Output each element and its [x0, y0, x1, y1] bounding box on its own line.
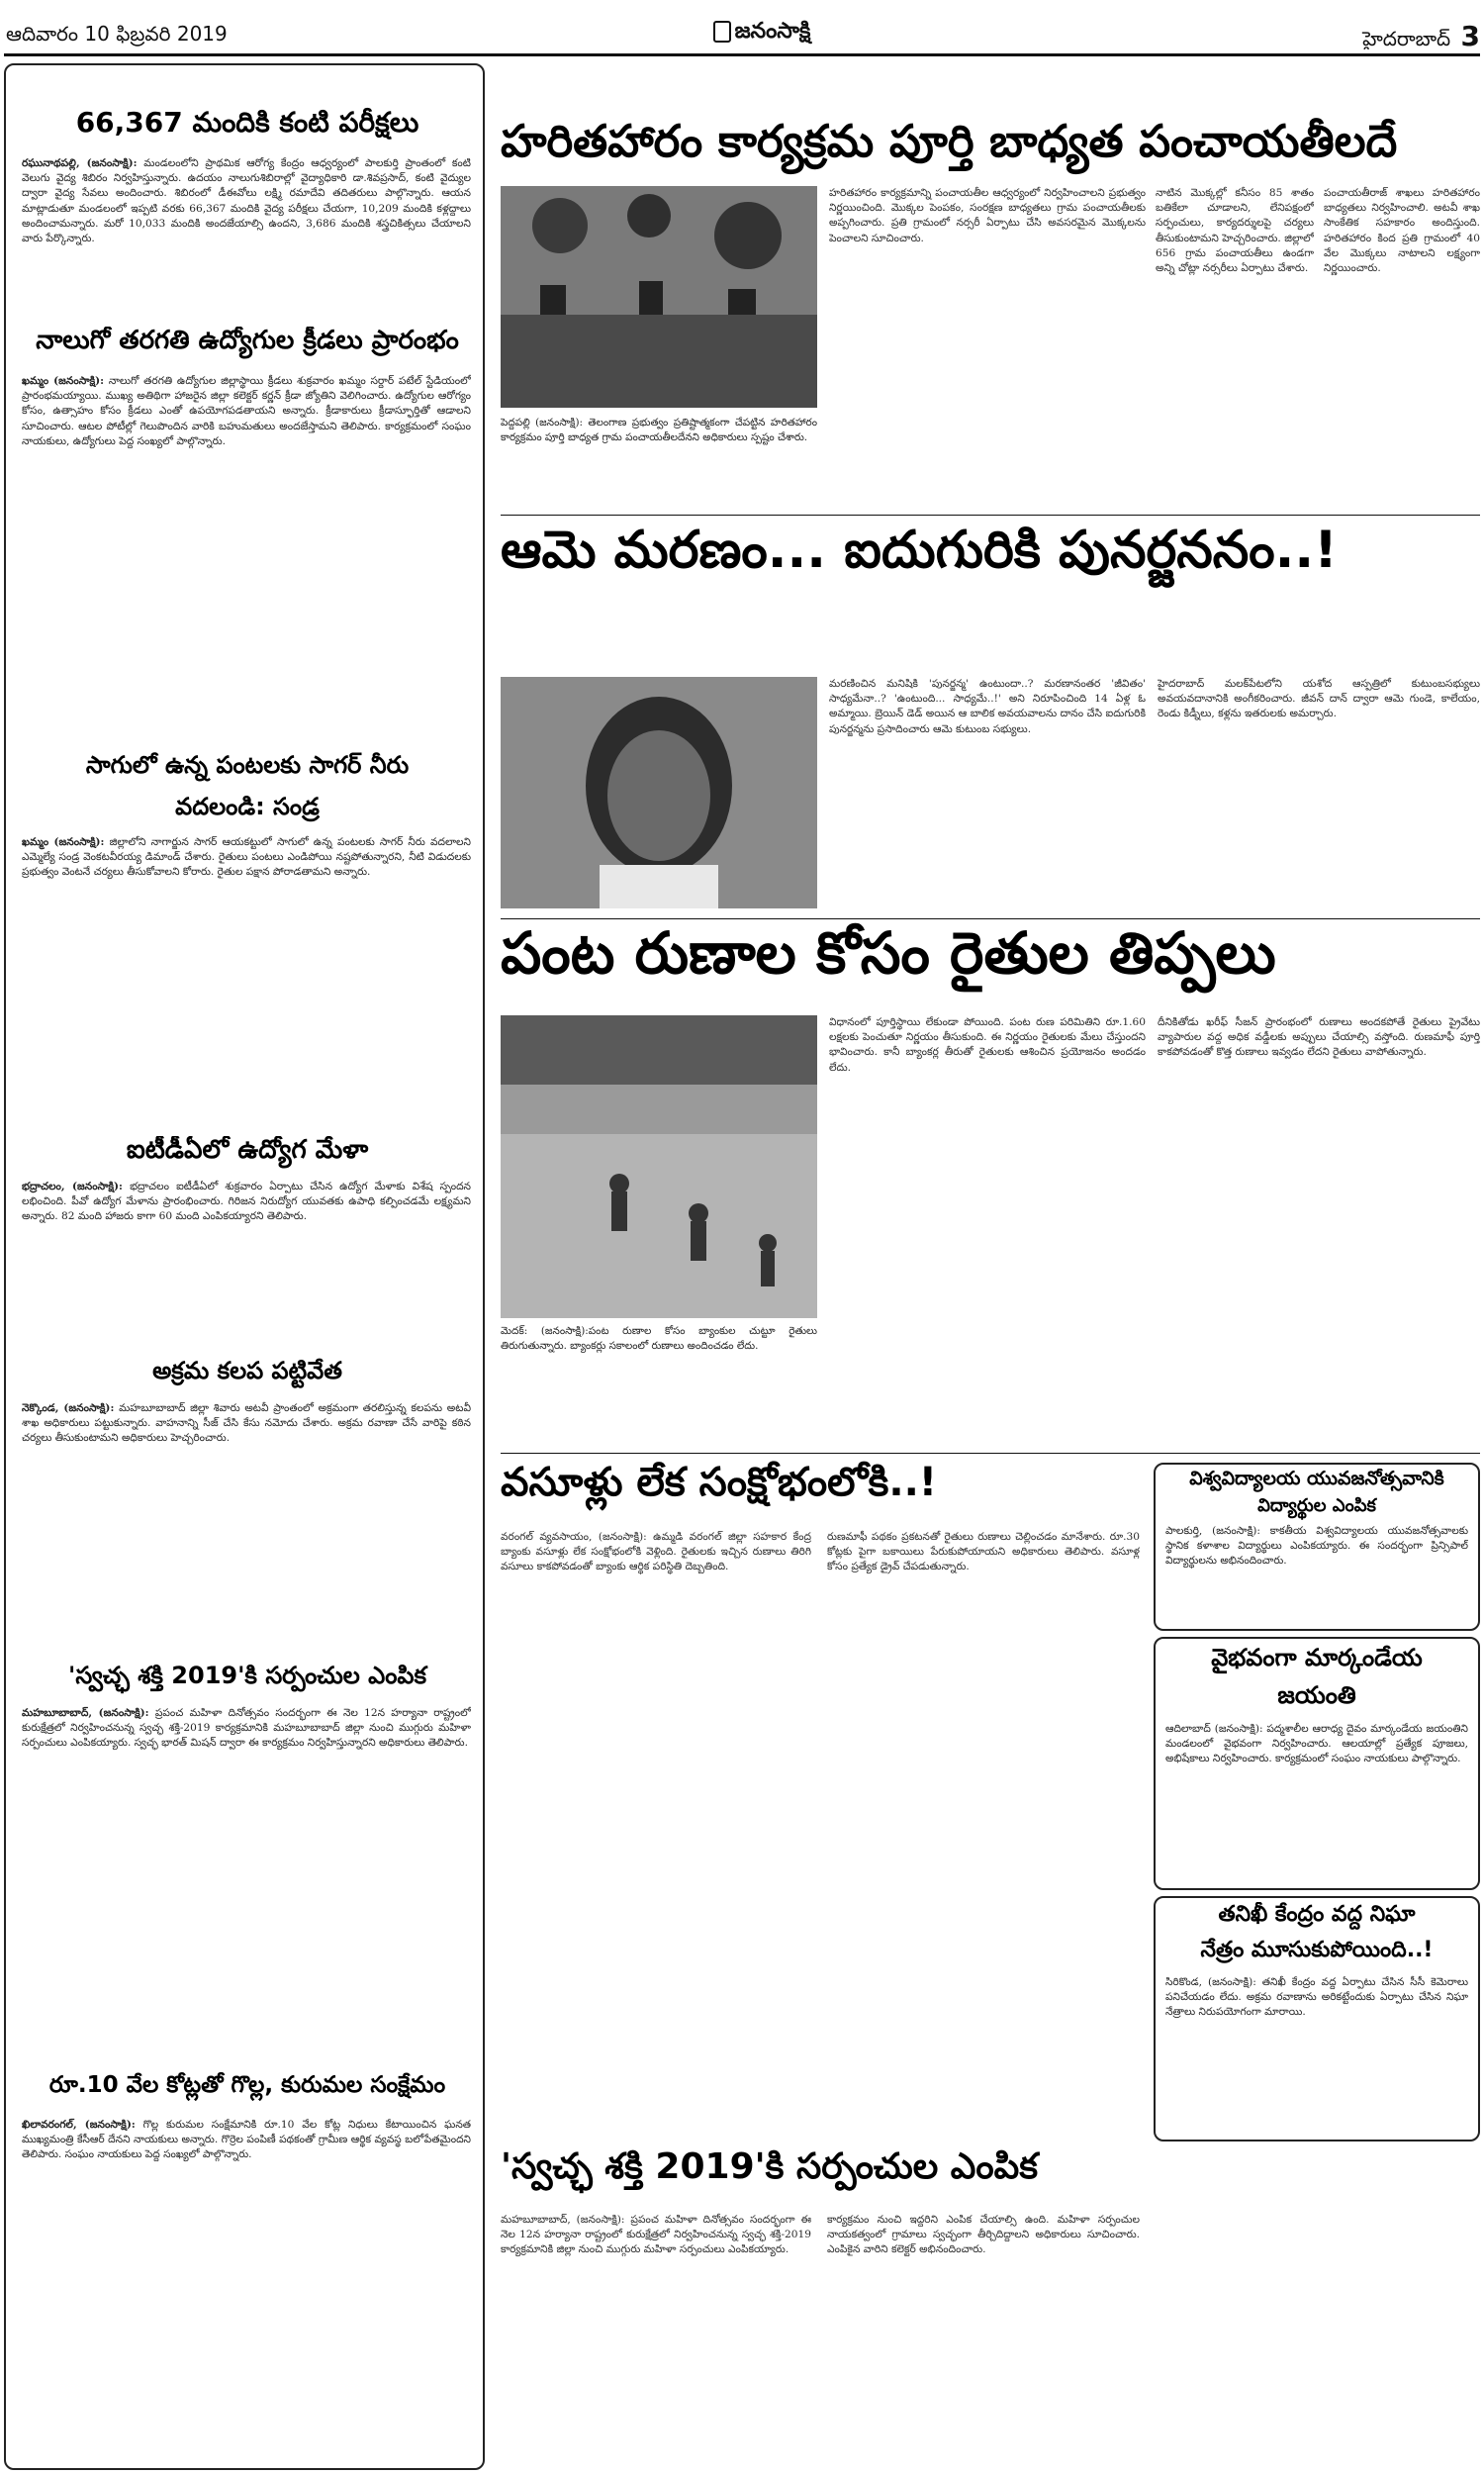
crop-loans-col-2: దీనికితోడు ఖరీఫ్ సీజన్ ప్రారంభంలో రుణాలు అందకపోతే రైతులు ప్రైవేటు వ్యాపారుల వద్ద అధిక వడ్డీలకు అప్పులు చేయాల్సి వస్తోంది. రుణమాఫీ పూర్తి కాకపోవడంతో కొత్త రుణాలు ఇవ్వడం లేదని రైతులు వాపోతున్నారు.	[1158, 1016, 1480, 1059]
headline-youth-fest-2: విద్యార్థుల ఎంపిక	[1257, 1496, 1376, 1516]
page-number: 3	[1460, 20, 1480, 49]
article-checkpost: సిరికొండ, (జనంసాక్షి): తనిఖీ కేంద్రం వద్ద ఏర్పాటు చేసిన సీసీ కెమెరాలు పనిచేయడం లేదు. అక్రమ రవాణాను అరికట్టేందుకు ఏర్పాటు చేసిన నిఘా నేత్రాలు నిరుపయోగంగా మారాయి.	[1165, 1976, 1468, 2019]
haritaharam-col-3: పంచాయతీరాజ్ శాఖలు హరితహారం బాధ్యతలు నిర్వహించాలి. అటవీ శాఖ సాంకేతిక సహకారం అందిస్తుంది. హరితహారం కింద ప్రతి గ్రామంలో 40 వేల మొక్కలు నాటాలని లక్ష్యంగా నిర్ణయించారు.	[1324, 187, 1480, 275]
article-youth-fest: పాలకుర్తి, (జనంసాక్షి): కాకతీయ విశ్వవిద్యాలయ యువజనోత్సవాలకు స్థానిక కళాశాల విద్యార్థులు ఎంపికయ్యారు. ఈ సందర్భంగా ప్రిన్సిపాల్ విద్యార్థులను అభినందించారు.	[1165, 1525, 1468, 1568]
crop-loans-photo	[501, 1015, 817, 1318]
headline-swachh-shakti-left: 'స్వచ్ఛ శక్తి 2019'కి సర్పంచుల ఎంపిక	[68, 1663, 426, 1689]
haritaharam-col-2: నాటిన మొక్కల్లో కనీసం 85 శాతం బతికేలా చూడాలని, లేనిపక్షంలో సర్పంచులు, కార్యదర్శులపై చర్యలు తీసుకుంటామని హెచ్చరించారు. జిల్లాలో 656 గ్రామ పంచాయతీలు ఉండగా అన్ని చోట్లా నర్సరీలు ఏర్పాటు చేశారు.	[1156, 187, 1314, 275]
article-body: భద్రాచలం ఐటీడీఏలో శుక్రవారం ఏర్పాటు చేసిన ఉద్యోగ మేళాకు విశేష స్పందన లభించింది. పీవో ఉద్యోగ మేళాను ప్రారంభించారు. గిరిజన నిరుద్యోగ యువతకు ఉపాధి కల్పించడమే లక్ష్యమని అన్నారు. 82 మంది హాజరు కాగా 60 మంది ఎంపికయ్యారని తెలిపారు.	[22, 1181, 471, 1223]
headline-sagar-neeru-2: వదలండి: సండ్ర	[175, 794, 320, 820]
article-job-mela	[22, 1180, 471, 1348]
organ-donation-col-1: మరణించిన మనిషికి 'పునర్జన్మ' ఉంటుందా..? మరణానంతర 'జీవితం' సాధ్యమేనా..? 'ఉంటుంది... సాధ్యమే..!' అని నిరూపించింది 14 ఏళ్ల ఓ అమ్మాయి. బ్రెయిన్ డెడ్ అయిన ఆ బాలిక అవయవాలను దానం చేసి ఐదుగురికి పునర్జన్మను ప్రసాదించారు ఆమె కుటుంబ సభ్యులు.	[829, 678, 1146, 735]
headline-markandeya: వైభవంగా మార్కండేయ	[1211, 1645, 1423, 1671]
dateline: ఖమ్మం (జనంసాక్షి):	[22, 375, 105, 387]
article-body: గొల్ల కురుమల సంక్షేమానికి రూ.10 వేల కోట్ల నిధులు కేటాయించిన ఘనత ముఖ్యమంత్రి కేసీఆర్ దేనని నాయకులు అన్నారు. గొర్రెల పంపిణీ పథకంతో గ్రామీణ ఆర్థిక వ్యవస్థ బలోపేతమైందని తెలిపారు. సంఘం నాయకులు పెద్ద సంఖ్యలో పాల్గొన్నారు.	[22, 2119, 471, 2161]
headline-job-mela: ఐటీడీఏలో ఉద్యోగ మేళా	[126, 1136, 369, 1165]
paper-name: జనంసాక్షి	[734, 19, 811, 44]
headline-sagar-neeru: సాగులో ఉన్న పంటలకు సాగర్ నీరు	[85, 752, 410, 779]
headline-checkpost-2: నేత్రం మూసుకుపోయింది..!	[1200, 1938, 1434, 1962]
organ-donation-col-2: హైదరాబాద్ మలక్‌పేటలోని యశోద ఆస్పత్రిలో కుటుంబసభ్యులు అవయవదానానికి అంగీకరించారు. జీవన్ దాన్ ద్వారా ఆమె గుండె, కాలేయం, రెండు కిడ్నీలు, కళ్లను ఇతరులకు అమర్చారు.	[1158, 678, 1480, 720]
headline-golla-kuruma: రూ.10 వేల కోట్లతో గొల్ల, కురుమల సంక్షేమం	[48, 2072, 446, 2098]
article-swachh-shakti-left	[22, 1706, 471, 2062]
recovery-crisis-col-2: రుణమాఫీ పథకం ప్రకటనతో రైతులు రుణాలు చెల్లించడం మానేశారు. రూ.30 కోట్లకు పైగా బకాయిలు పేరుకుపోయాయని అధికారులు తెలిపారు. వసూళ్ల కోసం ప్రత్యేక డ్రైవ్ చేపడుతున్నారు.	[827, 1531, 1140, 1573]
article-golla-kuruma	[22, 2118, 471, 2454]
rule-2	[501, 918, 1480, 919]
haritaharam-caption: పెద్దపల్లి (జనంసాక్షి): తెలంగాణ ప్రభుత్వం ప్రతిష్టాత్మకంగా చేపట్టిన హరితహారం కార్యక్రమం పూర్తి బాధ్యత గ్రామ పంచాయతీలదేనని అధికారులు స్పష్టం చేశారు.	[501, 417, 817, 443]
headline-kanti-pariksha: 66,367 మందికి కంటి పరీక్షలు	[75, 107, 419, 139]
girl-portrait	[501, 677, 817, 908]
article-body: మండలంలోని ప్రాథమిక ఆరోగ్య కేంద్రం ఆధ్వర్యంలో పాలకుర్తి ప్రాంతంలో కంటి వెలుగు వైద్య శిబిరం నిర్వహిస్తున్నారు. ఉదయం నాలుగుశిబిరాల్లో వైద్యాధికారి డా.శివప్రసాద్, కంటి వైద్యుల ద్వారా వైద్య సేవలు అందించారు. శిబిరంలో డీఈవోలు లక్ష్మి రమాదేవి తదితరులు పాల్గొన్నారు. ఆయన మాట్లాడుతూ మండలంలో ఇప్పటి వరకు 66,367 మందికి వైద్య పరీక్షలు చేయగా, 10,209 మందికి కళ్లద్దాలు అందించామన్నారు. మరో 10,033 మందికి అందజేయాల్సి ఉందని, 3,686 మందికి శస్త్రచికిత్సలు చేయాలని వారు పేర్కొన్నారు.	[22, 157, 471, 245]
headline-haritaharam: హరితహారం కార్యక్రమ పూర్తి బాధ్యత పంచాయతీలదే	[501, 117, 1398, 167]
nursery-plants-image	[501, 186, 817, 408]
haritaharam-col-1: హరితహారం కార్యక్రమాన్ని పంచాయతీల ఆధ్వర్యంలో నిర్వహించాలని ప్రభుత్వం నిర్ణయించింది. మొక్కల పెంపకం, సంరక్షణ బాధ్యతలు గ్రామ పంచాయతీలకు అప్పగించారు. ప్రతి గ్రామంలో నర్సరీ ఏర్పాటు చేసి అవసరమైన మొక్కలను పెంచాలని సూచించారు.	[829, 187, 1146, 244]
rule-3	[501, 1453, 1480, 1454]
masthead-city	[1306, 20, 1480, 49]
headline-swachh-shakti: 'స్వచ్ఛ శక్తి 2019'కి సర్పంచుల ఎంపిక	[501, 2147, 1038, 2187]
portrait-image	[501, 677, 817, 908]
paddy-field-image	[501, 1015, 817, 1318]
crop-loans-col-1: విధానంలో పూర్తిస్థాయి లేకుండా పోయింది. పంట రుణ పరిమితిని రూ.1.60 లక్షలకు పెంచుతూ నిర్ణయం తీసుకుంది. ఈ నిర్ణయం రైతులకు మేలు చేస్తుందని భావించారు. కానీ బ్యాంకర్ల తీరుతో రైతులకు ఆశించిన ప్రయోజనం అందడం లేదు.	[829, 1016, 1146, 1074]
dateline: నెక్కొండ, (జనంసాక్షి):	[22, 1402, 115, 1414]
article-body: మహబూబాబాద్ జిల్లా శివారు అటవీ ప్రాంతంలో అక్రమంగా తరలిస్తున్న కలపను అటవీ శాఖ అధికారులు పట్టుకున్నారు. వాహనాన్ని సీజ్ చేసి కేసు నమోదు చేశారు. అక్రమ రవాణా చేసే వారిపై కఠిన చర్యలు తీసుకుంటామని అధికారులు హెచ్చరించారు.	[22, 1402, 471, 1445]
recovery-crisis-col-1: వరంగల్ వ్యవసాయం, (జనంసాక్షి): ఉమ్మడి వరంగల్ జిల్లా సహకార కేంద్ర బ్యాంకు వసూళ్లు లేక సంక్షోభంలోకి వెళ్లింది. రైతులకు ఇచ్చిన రుణాలు తిరిగి వసూలు కాకపోవడంతో బ్యాంకు ఆర్థిక పరిస్థితి దెబ్బతింది.	[501, 1531, 811, 1573]
masthead-rule	[4, 53, 1480, 56]
article-body: జిల్లాలోని నాగార్జున సాగర్ ఆయకట్టులో సాగులో ఉన్న పంటలకు సాగర్ నీరు వదలాలని ఎమ్మెల్యే సండ్ర వెంకటవీరయ్య డిమాండ్ చేశారు. రైతులు పంటలు ఎండిపోయి నష్టపోతున్నారని, నీటి విడుదలకు ప్రభుత్వం వెంటనే చర్యలు తీసుకోవాలని కోరారు. రైతుల పక్షాన పోరాడతామని అన్నారు.	[22, 836, 471, 879]
dateline: ఖమ్మం (జనంసాక్షి):	[22, 836, 105, 848]
swachh-shakti-col-2: కార్యక్రమం నుంచి ఇద్దరిని ఎంపిక చేయాల్సి ఉంది. మహిళా సర్పంచుల నాయకత్వంలో గ్రామాలు స్వచ్ఛంగా తీర్చిదిద్దాలని అధికారులు సూచించారు. ఎంపికైన వారిని కలెక్టర్ అభినందించారు.	[827, 2214, 1140, 2256]
headline-checkpost: తనిఖీ కేంద్రం వద్ద నిఘా	[1218, 1902, 1416, 1927]
crop-loans-caption: మెదక్: (జనంసాక్షి):పంట రుణాల కోసం బ్యాంకుల చుట్టూ రైతులు తిరుగుతున్నారు. బ్యాంకర్లు సకాలంలో రుణాలు అందించడం లేదు.	[501, 1325, 817, 1352]
rule-1	[501, 515, 1480, 516]
swachh-shakti-col-1: మహబూబాబాద్, (జనంసాక్షి): ప్రపంచ మహిళా దినోత్సవం సందర్భంగా ఈ నెల 12న హర్యానా రాష్ట్రంలో కురుక్షేత్రలో నిర్వహించనున్న స్వచ్ఛ శక్తి-2019 కార్యక్రమానికి జిల్లా నుంచి ముగ్గురు మహిళా సర్పంచులు ఎంపికయ్యారు.	[501, 2214, 811, 2256]
article-body: ప్రపంచ మహిళా దినోత్సవం సందర్భంగా ఈ నెల 12న హర్యానా రాష్ట్రంలో కురుక్షేత్రలో నిర్వహించనున్న స్వచ్ఛ శక్తి-2019 కార్యక్రమానికి మహబూబాబాద్ జిల్లా నుంచి ముగ్గురు మహిళా సర్పంచులు ఎంపికయ్యారు. స్వచ్ఛ భారత్ మిషన్ ద్వారా ఈ కార్యక్రమం నిర్వహిస్తున్నారని అధికారులు తెలిపారు.	[22, 1707, 471, 1750]
headline-organ-donation: ఆమె మరణం... ఐదుగురికి పునర్జననం..!	[501, 523, 1338, 580]
dateline: భద్రాచలం, (జనంసాక్షి):	[22, 1181, 123, 1192]
logo-icon	[713, 21, 731, 43]
dateline: రఘునాథపల్లి, (జనంసాక్షి):	[22, 157, 138, 169]
article-udyogula-kreedalu	[22, 374, 471, 745]
article-markandeya: ఆదిలాబాద్ (జనంసాక్షి): పద్మశాలీల ఆరాధ్య దైవం మార్కండేయ జయంతిని మండలంలో వైభవంగా నిర్వహించారు. ఆలయాల్లో ప్రత్యేక పూజలు, అభిషేకాలు నిర్వహించారు. కార్యక్రమంలో సంఘం నాయకులు పాల్గొన్నారు.	[1165, 1723, 1468, 1765]
masthead-date: ఆదివారం 10 ఫిబ్రవరి 2019	[6, 22, 228, 46]
article-sagar-neeru	[22, 835, 471, 1132]
headline-crop-loans: పంట రుణాల కోసం రైతుల తిప్పలు	[501, 922, 1276, 987]
city-name: హైదరాబాద్	[1362, 27, 1451, 49]
headline-youth-fest: విశ్వవిద్యాలయ యువజనోత్సవానికి	[1189, 1469, 1444, 1489]
masthead-logo	[693, 14, 831, 49]
headline-kalapa: అక్రమ కలప పట్టివేత	[152, 1358, 342, 1384]
headline-udyogula-kreedalu: నాలుగో తరగతి ఉద్యోగుల క్రీడలు ప్రారంభం	[36, 327, 459, 355]
haritaharam-photo	[501, 186, 817, 408]
dateline: ఖిలావరంగల్, (జనంసాక్షి):	[22, 2119, 136, 2131]
headline-recovery-crisis: వసూళ్లు లేక సంక్షోభంలోకి..!	[501, 1461, 938, 1505]
headline-markandeya-2: జయంతి	[1277, 1682, 1356, 1709]
article-kalapa	[22, 1401, 471, 1649]
dateline: మహబూబాబాద్, (జనంసాక్షి):	[22, 1707, 149, 1719]
article-body: నాలుగో తరగతి ఉద్యోగుల జిల్లాస్థాయి క్రీడలు శుక్రవారం ఖమ్మం సర్దార్ పటేల్ స్టేడియంలో ప్రారంభమయ్యాయి. ముఖ్య అతిథిగా హాజరైన జిల్లా కలెక్టర్ కర్ణన్ క్రీడా జ్యోతిని వెలిగించారు. ఉద్యోగుల ఆరోగ్యం కోసం, ఉత్సాహం కోసం క్రీడలు ఎంతో ఉపయోగపడతాయని అన్నారు. క్రీడాకారులు క్రీడాస్ఫూర్తితో ఆడాలని సూచించారు. ఆటల పోటీల్లో గెలుపొందిన వారికి బహుమతులు అందజేస్తామని తెలిపారు. కార్యక్రమంలో సంఘం నాయకులు, ఉద్యోగులు పెద్ద సంఖ్యలో పాల్గొన్నారు.	[22, 375, 471, 447]
